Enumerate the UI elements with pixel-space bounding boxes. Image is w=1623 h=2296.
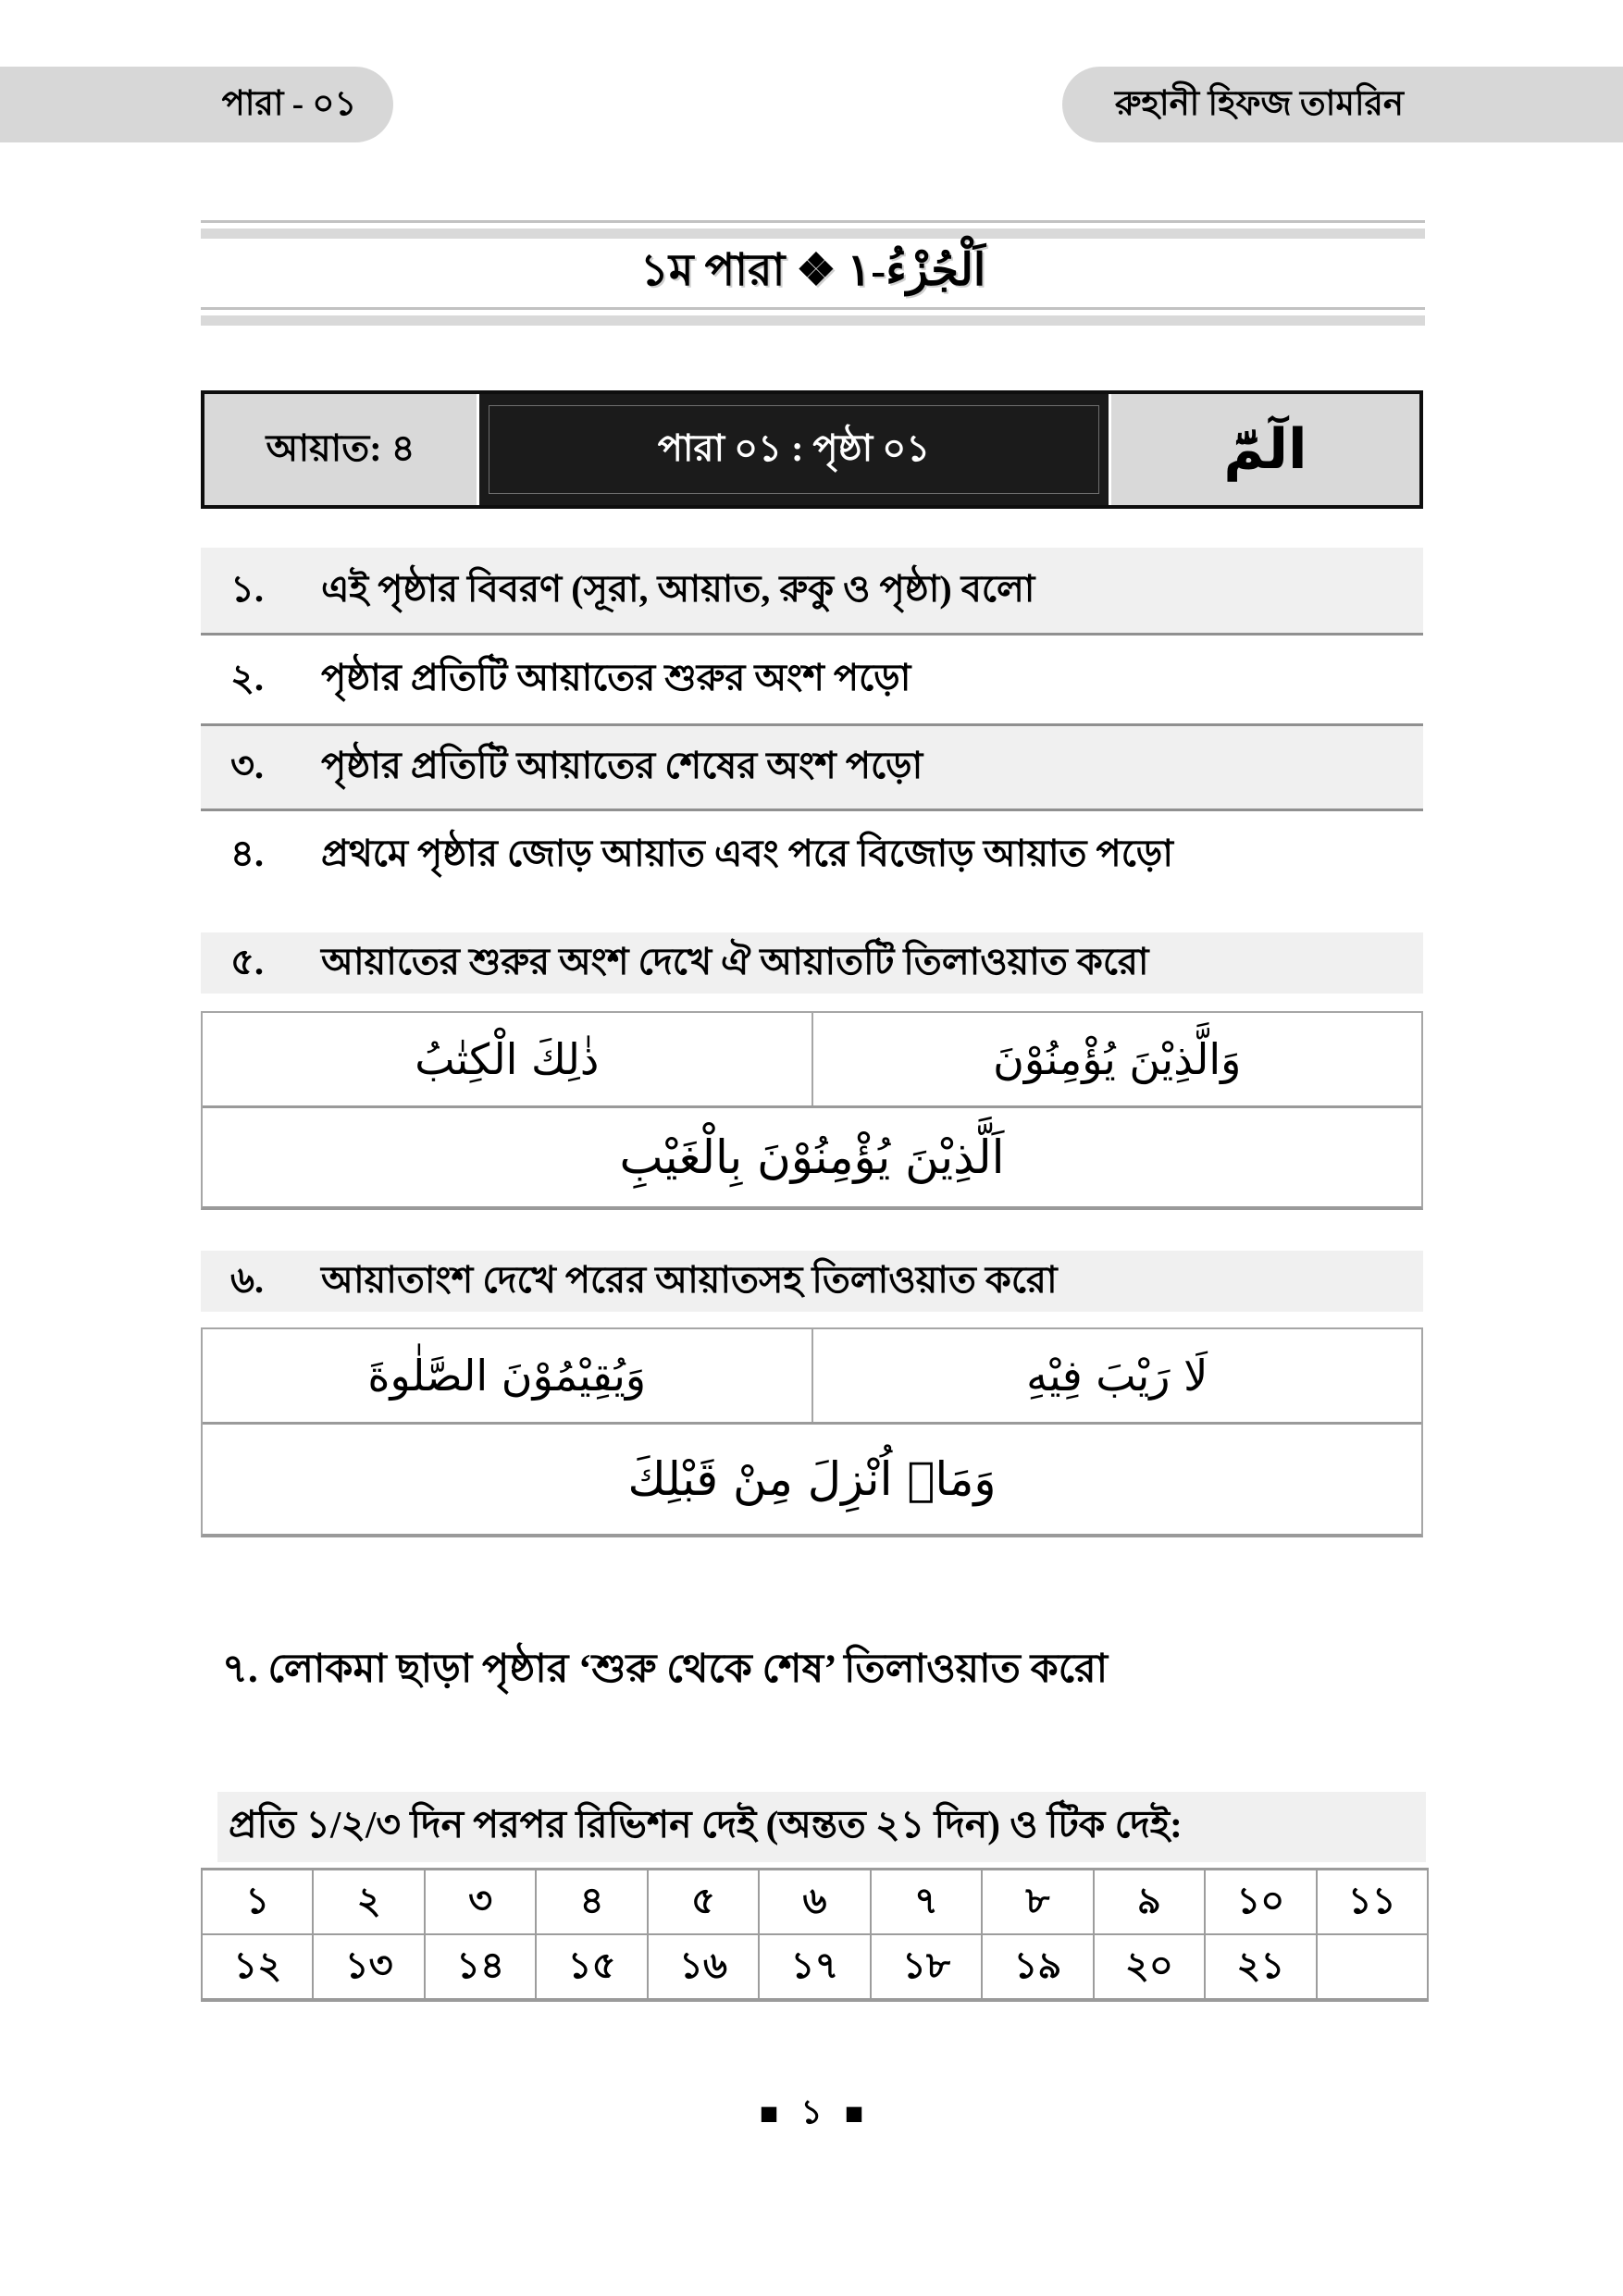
step-label: পৃষ্ঠার প্রতিটি আয়াতের শেষের অংশ পড়ো — [321, 745, 923, 786]
step-number: ২. — [230, 657, 265, 698]
exercise5-row1 — [203, 1013, 1421, 1108]
revision-cell: ১৬ — [648, 1934, 759, 2000]
revision-cell: ১৩ — [313, 1934, 424, 2000]
revision-cell: ৬ — [759, 1870, 870, 1935]
para-page-label: পারা ০১ : পৃষ্ঠা ০১ — [489, 405, 1099, 494]
revision-cell: ১০ — [1205, 1870, 1316, 1935]
divider-line — [201, 220, 1425, 223]
revision-cell: ২ — [313, 1870, 424, 1935]
revision-cell — [1317, 1934, 1428, 2000]
revision-cell: ১৯ — [982, 1934, 1093, 2000]
arabic-cell: وَالَّذِيْنَ يُؤْمِنُوْنَ — [993, 1034, 1242, 1084]
ayat-count: আয়াত: ৪ — [204, 394, 479, 505]
revision-row-1 — [202, 1870, 1428, 1935]
revision-cell: ৯ — [1094, 1870, 1205, 1935]
page-number: ১ — [800, 2093, 823, 2130]
book-title-label: রুহানী হিফজ তামরিন — [1115, 84, 1404, 123]
header-pill-book-title — [1062, 67, 1623, 142]
exercise5-table — [201, 1011, 1423, 1210]
revision-heading: প্রতি ১/২/৩ দিন পরপর রিভিশন দেই (অন্তত ২১ দিন) ও টিক দেই: — [217, 1792, 1426, 1862]
step-row-7 — [222, 1639, 1108, 1705]
arabic-cell: اَلَّذِيْنَ يُؤْمِنُوْنَ بِالْغَيْبِ — [619, 1130, 1005, 1184]
step-number: ৪. — [230, 833, 264, 874]
revision-cell: ৩ — [425, 1870, 536, 1935]
arabic-cell: ذٰلِكَ الْكِتٰبُ — [203, 1013, 813, 1105]
revision-cell: ১৭ — [759, 1934, 870, 2000]
revision-cell: ১৫ — [536, 1934, 647, 2000]
step-number: ৩. — [230, 745, 265, 786]
revision-cell: ৮ — [982, 1870, 1093, 1935]
arabic-cell: وَمَاۤ اُنْزِلَ مِنْ قَبْلِكَ — [627, 1452, 997, 1506]
para-page-cell — [479, 394, 1111, 505]
page-info-bar — [201, 390, 1423, 509]
exercise6-table — [201, 1327, 1423, 1537]
revision-cell: ১ — [202, 1870, 313, 1935]
divider-bar — [201, 315, 1425, 326]
revision-cell: ৭ — [871, 1870, 982, 1935]
step-row-3 — [201, 723, 1423, 811]
step-number: ৭. — [222, 1648, 258, 1691]
page-footer — [0, 2087, 1623, 2142]
step-label: লোকমা ছাড়া পৃষ্ঠার ‘শুরু থেকে শেষ’ তিলাওয়াত করো — [267, 1648, 1109, 1691]
step-row-4 — [201, 811, 1423, 899]
step-number: ৬. — [230, 1258, 265, 1301]
footer-square-icon: ■ — [844, 2097, 864, 2131]
arabic-cell: لَا رَيْبَ فِيْهِ — [1026, 1351, 1208, 1401]
step-label: প্রথমে পৃষ্ঠার জোড় আয়াত এবং পরে বিজোড় আয়াত পড়ো — [321, 833, 1173, 874]
revision-cell: ১৮ — [871, 1934, 982, 2000]
surah-name-arabic: الٓمّٓ — [1111, 394, 1419, 505]
revision-cell: ২১ — [1205, 1934, 1316, 2000]
revision-cell: ৪ — [536, 1870, 647, 1935]
revision-cell: ২০ — [1094, 1934, 1205, 2000]
step-label: আয়াতাংশ দেখে পরের আয়াতসহ তিলাওয়াত করো — [321, 1258, 1058, 1301]
revision-cell: ১১ — [1317, 1870, 1428, 1935]
step-row-1 — [201, 548, 1423, 636]
juz-title: ১ম পারা ❖ اَلْجُزْءُ-١ — [639, 245, 986, 295]
step-number: ৫. — [230, 940, 264, 982]
revision-tick-table — [201, 1868, 1429, 2002]
arabic-cell: وَيُقِيْمُوْنَ الصَّلٰوةَ — [203, 1329, 813, 1422]
revision-cell: ৫ — [648, 1870, 759, 1935]
para-number-label: পারা - ০১ — [221, 84, 357, 123]
step-row-2 — [201, 636, 1423, 723]
exercise6-row1 — [203, 1329, 1421, 1425]
step-row-6 — [201, 1251, 1423, 1312]
step-label: পৃষ্ঠার প্রতিটি আয়াতের শুরুর অংশ পড়ো — [321, 657, 911, 698]
step-label: আয়াতের শুরুর অংশ দেখে ঐ আয়াতটি তিলাওয়াত করো — [321, 940, 1149, 982]
step-row-5 — [201, 932, 1423, 994]
revision-row-2 — [202, 1934, 1428, 2000]
step-label: এই পৃষ্ঠার বিবরণ (সূরা, আয়াত, রুকু ও পৃষ্ঠা) বলো — [321, 567, 1035, 610]
revision-cell: ১৪ — [425, 1934, 536, 2000]
header-pill-para — [0, 67, 393, 142]
juz-title-block — [201, 220, 1425, 326]
step-number: ১. — [230, 567, 264, 610]
revision-cell: ১২ — [202, 1934, 313, 2000]
footer-square-icon: ■ — [759, 2097, 779, 2131]
